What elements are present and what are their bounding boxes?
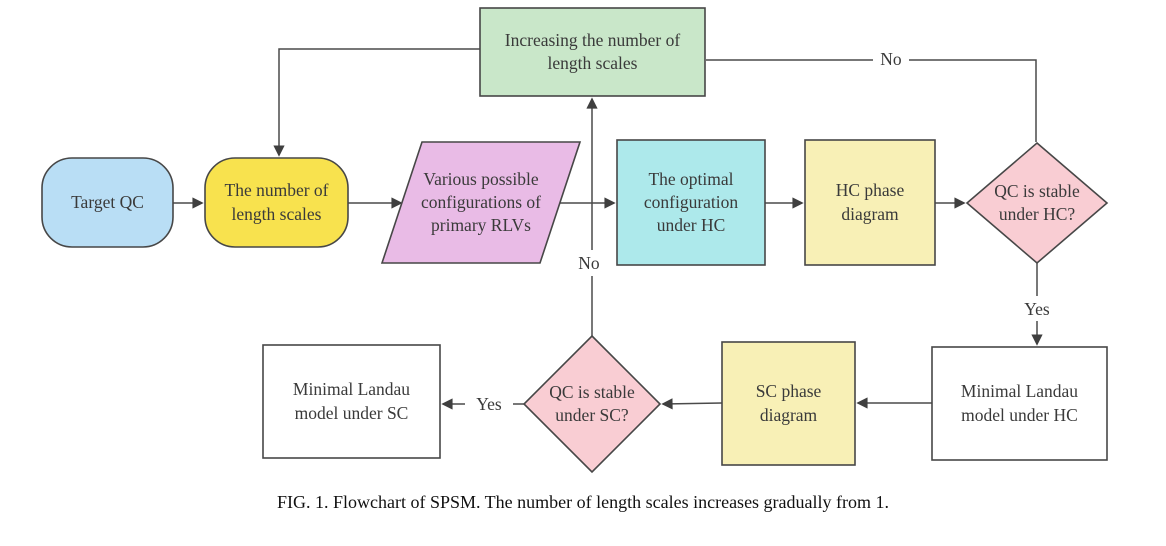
edge-increasing-to-numscales xyxy=(279,49,480,155)
edge-label-yes-left: Yes xyxy=(465,392,513,416)
node-increasing-scales-shape xyxy=(480,8,705,96)
node-sc-phase-label: SC phase diagram xyxy=(755,381,822,425)
node-target-qc-shape xyxy=(42,158,173,247)
node-qc-stable-sc-shape xyxy=(524,336,660,472)
node-qc-stable-hc-label: QC is stable under HC? xyxy=(994,180,1080,224)
node-minimal-landau-hc-label: Minimal Landau model under HC xyxy=(960,381,1079,425)
node-optimal-config-shape xyxy=(617,140,765,265)
node-hc-phase-label: HC phase diagram xyxy=(835,180,905,224)
node-various-configs-shape xyxy=(382,142,580,263)
node-increasing-scales-label: Increasing the number of length scales xyxy=(504,29,681,73)
edge-label-no-top: No xyxy=(873,47,909,71)
node-hc-phase-shape xyxy=(805,140,935,265)
node-num-length-scales-label: The number of length scales xyxy=(224,180,329,224)
figure-caption: FIG. 1. Flowchart of SPSM. The number of length scales increases gradually from 1. xyxy=(276,492,890,512)
node-num-length-scales-shape xyxy=(205,158,348,247)
edge-scphase-to-scdecision xyxy=(663,403,722,404)
node-optimal-config-label: The optimal configuration under HC xyxy=(643,168,739,236)
edge-no-top-right-segment xyxy=(906,60,1036,142)
edge-label-yes-right: Yes xyxy=(1013,297,1061,321)
node-target-qc-label: Target QC xyxy=(71,191,144,212)
node-minimal-landau-hc-shape xyxy=(932,347,1107,460)
node-qc-stable-sc-label: QC is stable under SC? xyxy=(549,381,635,425)
node-qc-stable-hc-shape xyxy=(967,143,1107,263)
node-sc-phase-shape xyxy=(722,342,855,465)
edge-label-no-mid: No xyxy=(570,251,608,275)
node-minimal-landau-sc-label: Minimal Landau model under SC xyxy=(292,379,411,423)
node-minimal-landau-sc-shape xyxy=(263,345,440,458)
node-various-configs-label: Various possible configurations of primary RLVs xyxy=(420,168,542,236)
